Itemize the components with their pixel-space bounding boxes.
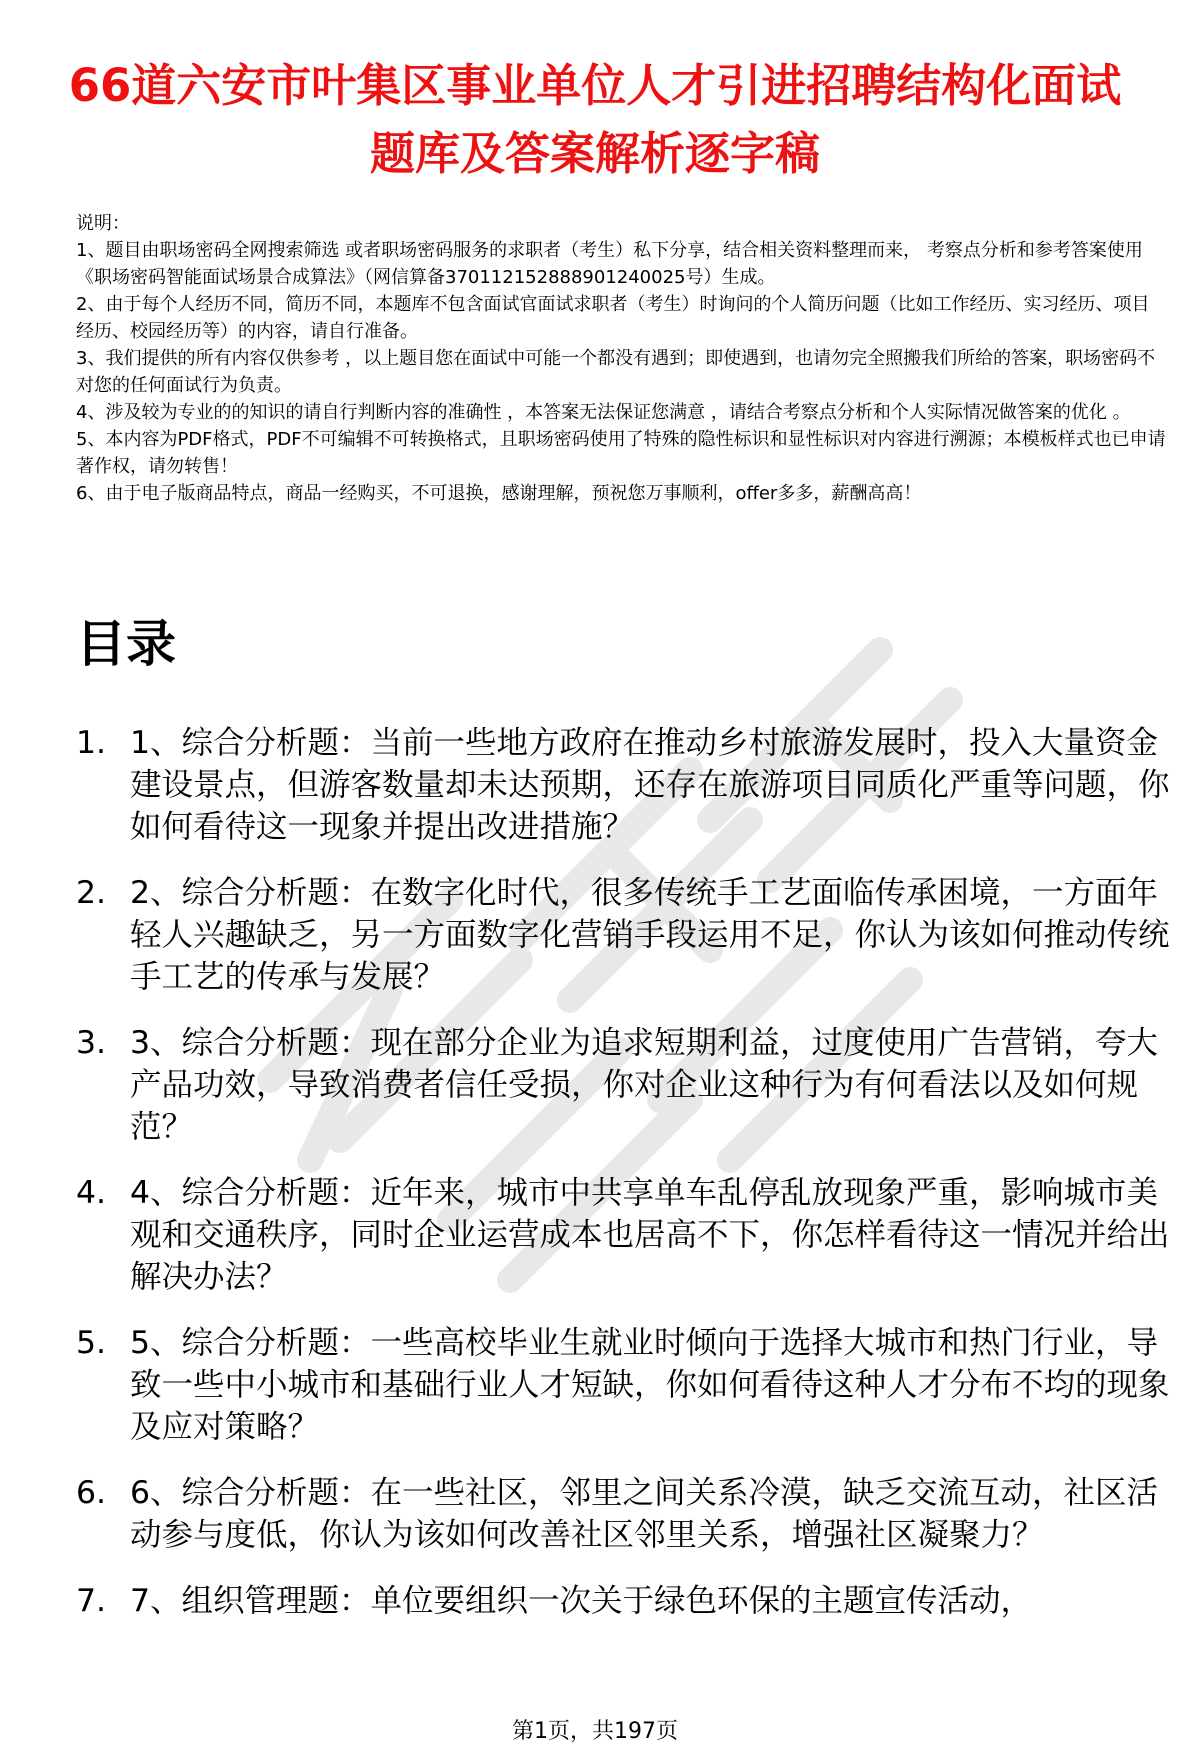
toc-item[interactable] bbox=[76, 1322, 1171, 1448]
note-item: 2、由于每个人经历不同，简历不同，本题库不包含面试官面试求职者（考生）时询问的个人简历问题（比如工作经历、实习经历、项目经历、校园经历等）的内容，请自行准备。 bbox=[76, 294, 1150, 342]
page-footer: 第1页，共197页 bbox=[512, 1719, 678, 1744]
toc-item-text: 7、组织管理题：单位要组织一次关于绿色环保的主题宣传活动， bbox=[130, 1583, 1033, 1619]
notes-heading: 说明： bbox=[76, 213, 130, 234]
toc-list bbox=[76, 722, 1171, 1646]
note-item: 5、本内容为PDF格式，PDF不可编辑不可转换格式，且职场密码使用了特殊的隐性标识和显性标识对内容进行溯源；本模板样式也已申请著作权，请勿转售！ bbox=[76, 429, 1166, 477]
toc-item-number: 2. bbox=[76, 875, 107, 911]
toc-item-text: 2、综合分析题：在数字化时代，很多传统手工艺面临传承困境，一方面年轻人兴趣缺乏，另一方面数字化营销手段运用不足，你认为该如何推动传统手工艺的传承与发展？ bbox=[130, 875, 1170, 995]
note-item: 1、题目由职场密码全网搜索筛选 或者职场密码服务的求职者（考生）私下分享，结合相关资料整理而来， 考察点分析和参考答案使用《职场密码智能面试场景合成算法》（网信算备370112152888901240025号）生成。 bbox=[76, 240, 1143, 288]
toc-item-text: 1、综合分析题：当前一些地方政府在推动乡村旅游发展时，投入大量资金建设景点，但游客数量却未达预期，还存在旅游项目同质化严重等问题，你如何看待这一现象并提出改进措施？ bbox=[130, 725, 1170, 845]
toc-item-number: 1. bbox=[76, 725, 107, 761]
page-title: 66道六安市叶集区事业单位人才引进招聘结构化面试题库及答案解析逐字稿 bbox=[68, 59, 1122, 180]
toc-item-text: 6、综合分析题：在一些社区，邻里之间关系冷漠，缺乏交流互动，社区活动参与度低，你认为该如何改善社区邻里关系，增强社区凝聚力？ bbox=[130, 1475, 1159, 1553]
note-item: 3、我们提供的所有内容仅供参考 ，以上题目您在面试中可能一个都没有遇到；即使遇到，也请勿完全照搬我们所给的答案，职场密码不对您的任何面试行为负责。 bbox=[76, 348, 1156, 396]
notes-section bbox=[76, 210, 1166, 507]
toc-item-text: 3、综合分析题：现在部分企业为追求短期利益，过度使用广告营销，夸大产品功效，导致消费者信任受损，你对企业这种行为有何看法以及如何规范？ bbox=[130, 1025, 1159, 1145]
toc-item-number: 3. bbox=[76, 1025, 107, 1061]
note-item: 4、涉及较为专业的的知识的请自行判断内容的准确性 ，本答案无法保证您满意 ，请结合考察点分析和个人实际情况做答案的优化 。 bbox=[76, 402, 1131, 423]
toc-item[interactable] bbox=[76, 1172, 1171, 1298]
toc-item[interactable] bbox=[76, 1022, 1171, 1148]
toc-item[interactable] bbox=[76, 1472, 1171, 1556]
toc-item-number: 5. bbox=[76, 1325, 107, 1361]
toc-item[interactable] bbox=[76, 1580, 1171, 1622]
toc-item[interactable] bbox=[76, 722, 1171, 848]
toc-item-text: 5、综合分析题：一些高校毕业生就业时倾向于选择大城市和热门行业，导致一些中小城市和基础行业人才短缺，你如何看待这种人才分布不均的现象及应对策略？ bbox=[130, 1325, 1170, 1445]
toc-item-text: 4、综合分析题：近年来，城市中共享单车乱停乱放现象严重，影响城市美观和交通秩序，同时企业运营成本也居高不下，你怎样看待这一情况并给出解决办法？ bbox=[130, 1175, 1170, 1295]
toc-item[interactable] bbox=[76, 872, 1171, 998]
toc-item-number: 7. bbox=[76, 1583, 107, 1619]
note-item: 6、由于电子版商品特点，商品一经购买，不可退换，感谢理解，预祝您万事顺利，offer多多，薪酬高高！ bbox=[76, 483, 922, 504]
toc-item-number: 4. bbox=[76, 1175, 107, 1211]
toc-item-number: 6. bbox=[76, 1475, 107, 1511]
toc-heading: 目录 bbox=[76, 615, 176, 673]
